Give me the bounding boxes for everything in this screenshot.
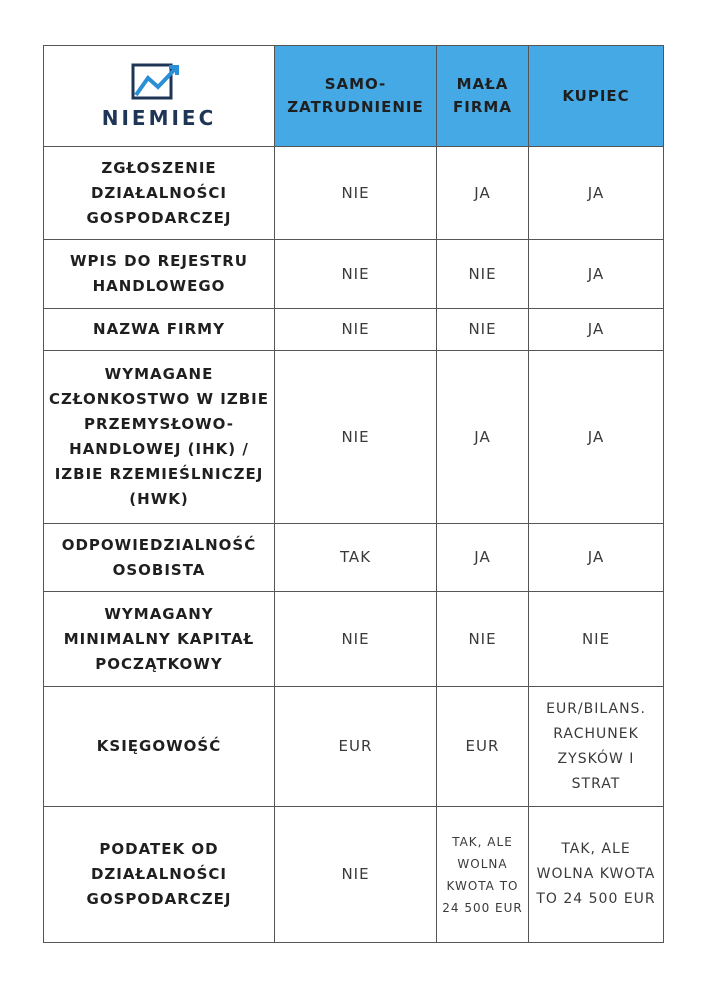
cell-value: NIE bbox=[275, 807, 437, 943]
cell-value: NIE bbox=[275, 147, 437, 240]
cell-value: NIE bbox=[437, 240, 529, 309]
header-row bbox=[44, 46, 664, 147]
table-row bbox=[44, 524, 664, 592]
cell-value: TAK, ALE WOLNA KWOTA TO 24 500 EUR bbox=[437, 807, 529, 943]
column-header: MAŁA FIRMA bbox=[437, 46, 529, 147]
cell-value: JA bbox=[437, 524, 529, 592]
table-row bbox=[44, 309, 664, 351]
cell-value: NIE bbox=[529, 592, 664, 687]
comparison-table bbox=[43, 45, 664, 943]
cell-value: JA bbox=[529, 147, 664, 240]
row-label: ODPOWIEDZIALNOŚĆ OSOBISTA bbox=[44, 524, 275, 592]
cell-value: JA bbox=[529, 524, 664, 592]
cell-value: JA bbox=[529, 351, 664, 524]
cell-value: JA bbox=[437, 351, 529, 524]
cell-value: JA bbox=[437, 147, 529, 240]
table-row bbox=[44, 592, 664, 687]
row-label: PODATEK OD DZIAŁALNOŚCI GOSPODARCZEJ bbox=[44, 807, 275, 943]
logo-text: NIEMIEC bbox=[101, 106, 217, 130]
column-header: KUPIEC bbox=[529, 46, 664, 147]
cell-value: NIE bbox=[437, 592, 529, 687]
cell-value: TAK, ALE WOLNA KWOTA TO 24 500 EUR bbox=[529, 807, 664, 943]
chart-logo-icon bbox=[130, 62, 188, 102]
row-label: ZGŁOSZENIE DZIAŁALNOŚCI GOSPODARCZEJ bbox=[44, 147, 275, 240]
table-row bbox=[44, 240, 664, 309]
row-label: WYMAGANY MINIMALNY KAPITAŁ POCZĄTKOWY bbox=[44, 592, 275, 687]
cell-value: JA bbox=[529, 309, 664, 351]
cell-value: EUR bbox=[275, 687, 437, 807]
cell-value: NIE bbox=[275, 240, 437, 309]
row-label: NAZWA FIRMY bbox=[44, 309, 275, 351]
row-label: WYMAGANE CZŁONKOSTWO W IZBIE PRZEMYSŁOWO-HANDLOWEJ (IHK) / IZBIE RZEMIEŚLNICZEJ (HWK) bbox=[44, 351, 275, 524]
table-row bbox=[44, 687, 664, 807]
cell-value: NIE bbox=[437, 309, 529, 351]
cell-value: JA bbox=[529, 240, 664, 309]
column-header: SAMO-ZATRUDNIENIE bbox=[275, 46, 437, 147]
logo-cell bbox=[44, 46, 275, 147]
table-row bbox=[44, 147, 664, 240]
cell-value: EUR/BILANS. RACHUNEK ZYSKÓW I STRAT bbox=[529, 687, 664, 807]
cell-value: NIE bbox=[275, 592, 437, 687]
table-row bbox=[44, 351, 664, 524]
table-row bbox=[44, 807, 664, 943]
logo bbox=[48, 62, 270, 130]
row-label: KSIĘGOWOŚĆ bbox=[44, 687, 275, 807]
cell-value: NIE bbox=[275, 351, 437, 524]
cell-value: EUR bbox=[437, 687, 529, 807]
row-label: WPIS DO REJESTRU HANDLOWEGO bbox=[44, 240, 275, 309]
cell-value: TAK bbox=[275, 524, 437, 592]
cell-value: NIE bbox=[275, 309, 437, 351]
